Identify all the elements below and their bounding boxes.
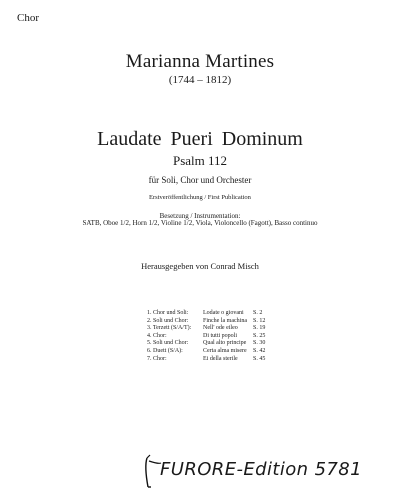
instrumentation-heading: Besetzung / Instrumentation: xyxy=(159,212,241,220)
work-title: Laudate Pueri Dominum xyxy=(97,128,303,150)
first-publication-note: Erstveröffentlichung / First Publication xyxy=(149,194,251,201)
contents-title: Lodate o giovani xyxy=(203,310,244,316)
contents-section: 2. Soli und Chor: xyxy=(147,317,189,324)
contents-section: 5. Soli und Chor: xyxy=(147,340,189,347)
contents-page: S. 2 xyxy=(253,310,263,316)
contents-title: Nell' ode eileo xyxy=(203,325,238,332)
editor-credit: Herausgegeben von Conrad Misch xyxy=(141,261,259,271)
contents-section: 3. Terzett (S/A/T): xyxy=(147,325,192,332)
composer-name: Marianna Martines xyxy=(125,51,275,72)
contents-page: S. 42 xyxy=(253,347,266,354)
contents-section: 7. Chor: xyxy=(147,355,167,362)
contents-page: S. 30 xyxy=(253,340,266,347)
contents-page: S. 19 xyxy=(253,325,266,332)
contents-title: Finche la machina xyxy=(203,317,247,324)
instrumentation-list: SATB, Oboe 1/2, Horn 1/2, Violine 1/2, Viola, Violoncello (Fagott), Basso continuo xyxy=(82,219,318,227)
part-label: Chor xyxy=(17,12,39,24)
contents-section: 4. Chor: xyxy=(147,332,167,339)
composer-dates: (1744 – 1812) xyxy=(168,74,232,86)
contents-title: Ei della sterile xyxy=(203,355,238,362)
contents-page: S. 45 xyxy=(253,355,266,362)
contents-page: S. 12 xyxy=(253,317,266,324)
work-subtitle: Psalm 112 xyxy=(172,153,228,168)
contents-section: 1. Chor und Soli: xyxy=(147,310,189,316)
scoring-text: für Soli, Chor und Orchester xyxy=(148,175,252,185)
publisher-edition: FURORE-Edition 5781 xyxy=(160,459,362,480)
contents-title: Di tutti popoli xyxy=(203,332,238,339)
contents-page: S. 25 xyxy=(253,332,266,339)
contents-title: Qual alto principe xyxy=(203,340,247,347)
contents-title: Certa alma misere xyxy=(203,347,247,354)
contents-section: 6. Duett (S/A): xyxy=(147,347,183,354)
